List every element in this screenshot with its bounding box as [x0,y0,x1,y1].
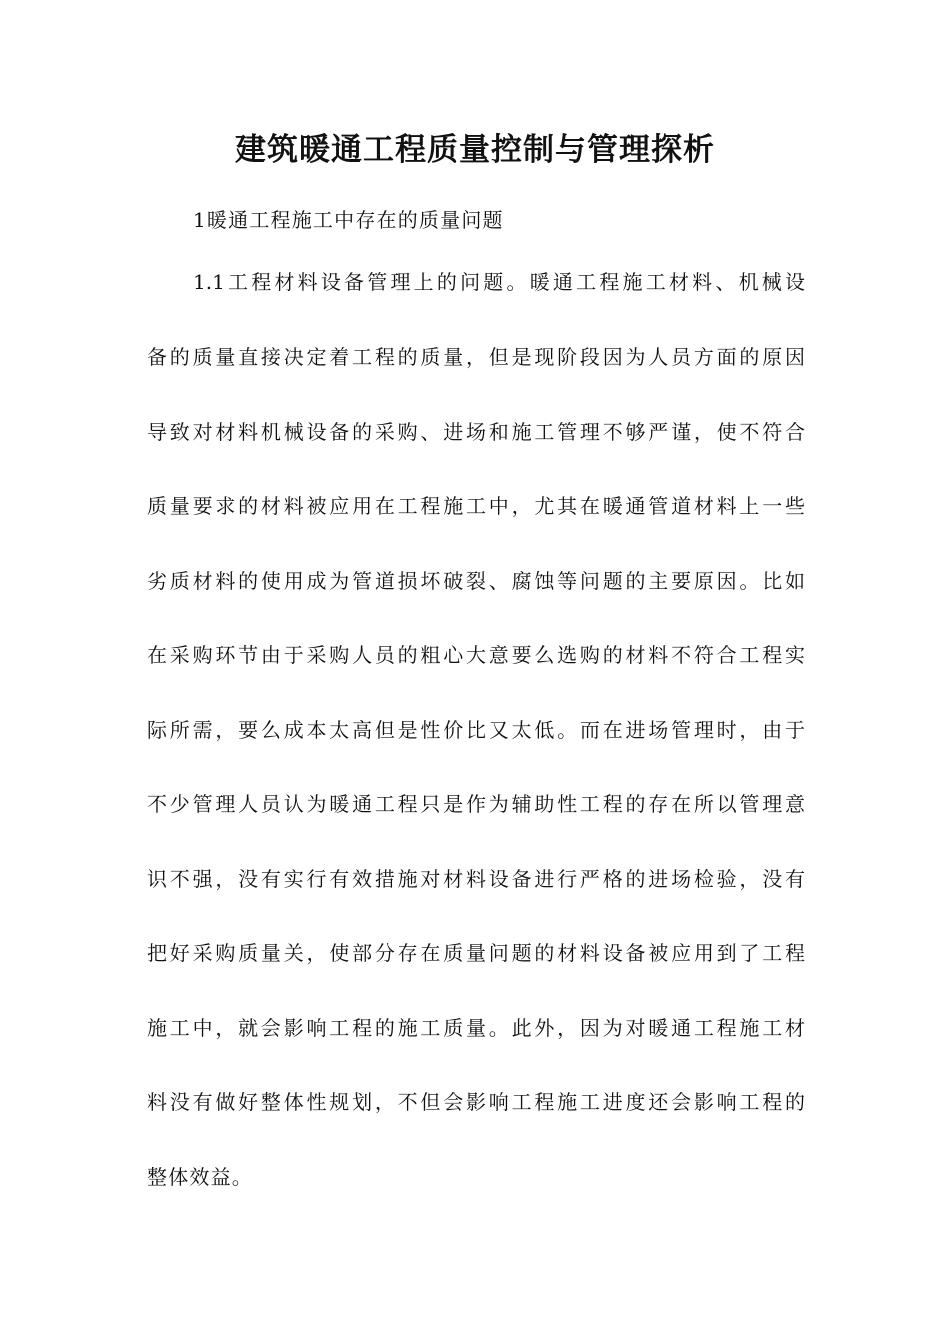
paragraph-line: 质量要求的材料被应用在工程施工中，尤其在暖通管道材料上一些 [147,494,805,518]
paragraph-line: 导致对材料机械设备的采购、进场和施工管理不够严谨，使不符合 [147,420,805,444]
paragraph-line: 际所需，要么成本太高但是性价比又太低。而在进场管理时，由于 [147,718,805,742]
paragraph-line: 不少管理人员认为暖通工程只是作为辅助性工程的存在所以管理意 [147,792,805,816]
paragraph-line: 整体效益。 [147,1165,253,1189]
paragraph-line: 识不强，没有实行有效措施对材料设备进行严格的进场检验，没有 [147,867,805,891]
section-heading: 1暖通工程施工中存在的质量问题 [193,208,504,232]
paragraph-line: 把好采购质量关，使部分存在质量问题的材料设备被应用到了工程 [147,941,805,965]
paragraph-line: 备的质量直接决定着工程的质量，但是现阶段因为人员方面的原因 [147,345,805,369]
document-title: 建筑暖通工程质量控制与管理探析 [235,132,715,168]
paragraph-line: 劣质材料的使用成为管道损坏破裂、腐蚀等问题的主要原因。比如 [147,569,805,593]
paragraph-line: 在采购环节由于采购人员的粗心大意要么选购的材料不符合工程实 [147,643,805,667]
paragraph-line: 施工中，就会影响工程的施工质量。此外，因为对暖通工程施工材 [147,1016,805,1040]
paragraph-line: 料没有做好整体性规划，不但会影响工程施工进度还会影响工程的 [147,1090,805,1114]
paragraph-line: 1.1工程材料设备管理上的问题。暖通工程施工材料、机械设 [193,270,805,294]
